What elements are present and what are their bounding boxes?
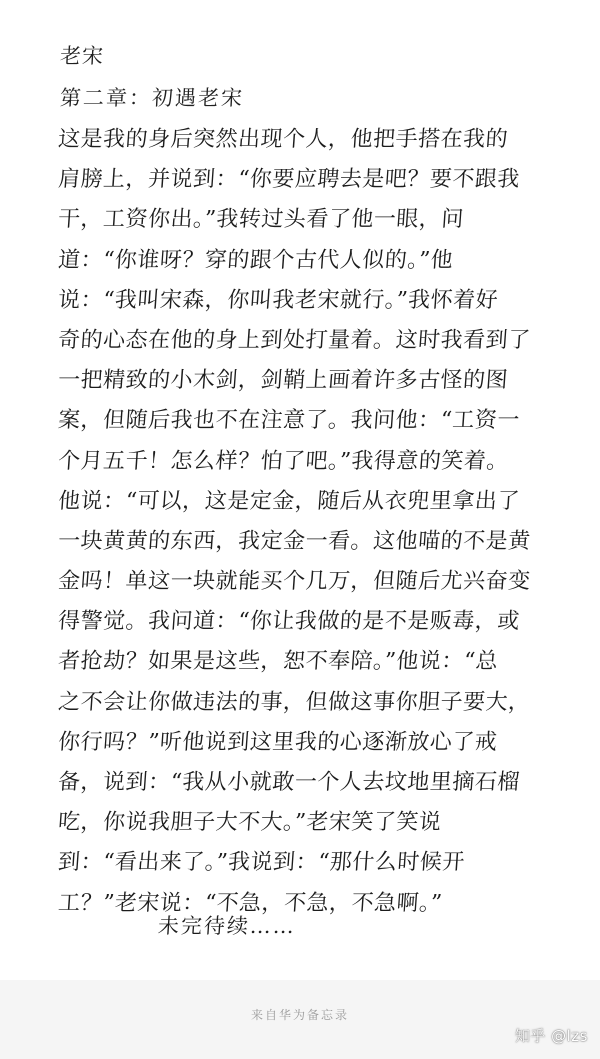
text-line: 一把精致的小木剑，剑鞘上画着许多古怪的图 xyxy=(57,368,509,394)
zhihu-watermark: 知乎 @lzs xyxy=(514,1027,588,1045)
source-label: 来自华为备忘录 xyxy=(250,1008,349,1022)
text-line: 说：“我叫宋森，你叫我老宋就行。”我怀着好 xyxy=(57,287,499,313)
text-line: 工？”老宋说：“不急，不急，不急啊。” xyxy=(57,890,444,916)
text-line: 到：“看出来了。”我说到：“那什么时候开 xyxy=(57,850,466,876)
text-line: 金吗！单这一块就能买个几万，但随后尤兴奋变 xyxy=(57,569,532,595)
text-line: 吃，你说我胆子大不大。”老宋笑了笑说 xyxy=(57,810,443,836)
text-line: 一块黄黄的东西，我定金一看。这他喵的不是黄 xyxy=(57,528,532,554)
text-line: 案，但随后我也不在注意了。我问他：“工资一 xyxy=(57,408,521,434)
to-be-continued: 未完待续…… xyxy=(157,914,297,938)
story-body xyxy=(58,120,558,924)
text-line: 得警觉。我问道：“你让我做的是不是贩毒，或 xyxy=(57,609,521,635)
text-line: 道：“你谁呀？穿的跟个古代人似的。”他 xyxy=(57,247,454,273)
text-line: 你行吗？”听他说到这里我的心逐渐放心了戒 xyxy=(57,729,499,755)
text-line: 奇的心态在他的身上到处打量着。这时我看到了 xyxy=(57,327,532,353)
text-line: 备，说到：“我从小就敢一个人去坟地里摘石榴 xyxy=(57,770,521,795)
chapter-heading: 第二章：初遇老宋 xyxy=(59,86,245,110)
story-title: 老宋 xyxy=(59,44,105,68)
text-line: 他说：“可以，这是定金，随后从衣兜里拿出了 xyxy=(57,488,521,514)
text-line: 个月五千！怎么样？怕了吧。”我得意的笑着。 xyxy=(57,448,510,474)
text-line: 这是我的身后突然出现个人，他把手搭在我的 xyxy=(57,127,509,152)
text-line: 干，工资你出。”我转过头看了他一眼，问 xyxy=(57,207,465,233)
text-line: 者抢劫？如果是这些，恕不奉陪。”他说：“总 xyxy=(57,649,499,675)
text-line: 肩膀上，并说到：“你要应聘去是吧？要不跟我 xyxy=(57,167,521,193)
text-line: 之不会让你做违法的事，但做这事你胆子要大， xyxy=(57,689,532,715)
